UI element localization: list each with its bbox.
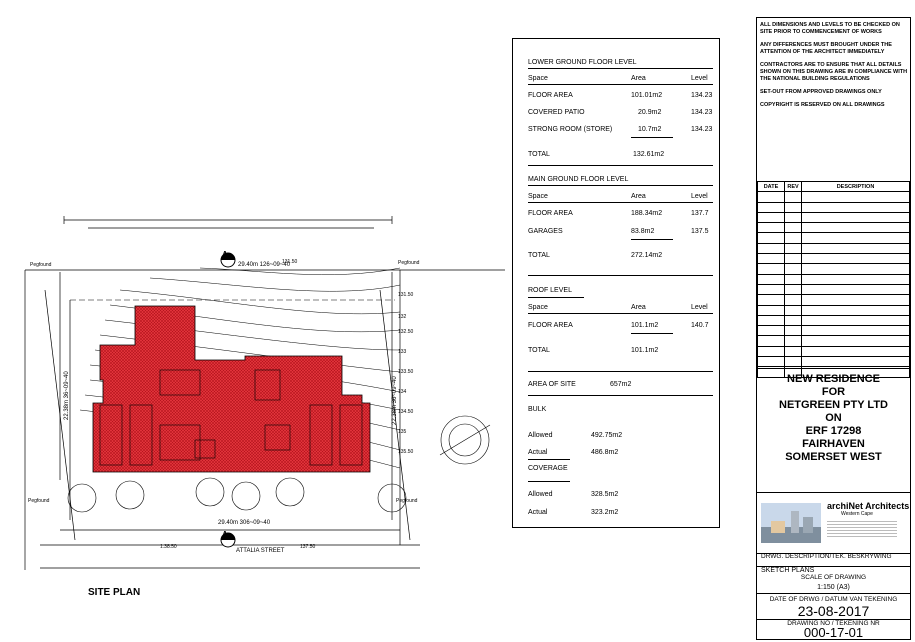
architect-logo [757, 493, 910, 554]
lower-row-2-space: COVERED PATIO [528, 109, 585, 116]
main-row-1-space: FLOOR AREA [528, 210, 573, 217]
architect-name: archiNet Architects [827, 501, 910, 511]
site-plan-title: SITE PLAN [88, 587, 141, 598]
note-3: CONTRACTORS ARE TO ENSURE THAT ALL DETAILS SHOWN ON THIS DRAWING ARE IN COMPLIANCE WITH THE NATIONAL BUILDING REGULATIONS [760, 62, 908, 82]
roof-col-area: Area [631, 304, 646, 311]
revision-cell [785, 346, 802, 356]
revision-cell [785, 233, 802, 243]
contour-label: 133 [398, 349, 407, 355]
revision-cell [802, 336, 910, 346]
roof-row-1-area: 101.1m2 [631, 322, 659, 329]
revision-cell [802, 223, 910, 233]
drawing-number: 000-17-01 [803, 625, 864, 640]
lower-row-3-level: 134.23 [691, 126, 713, 133]
revision-cell [802, 264, 910, 274]
revision-cell [802, 305, 910, 315]
revision-cell [785, 336, 802, 346]
lower-row-1-level: 134.23 [691, 92, 713, 99]
revision-cell [785, 243, 802, 253]
rev-col-date: DATE [758, 182, 785, 192]
lower-row-3-space: STRONG ROOM (STORE) [528, 126, 613, 133]
contour-label: 134 [398, 389, 407, 395]
main-row-2-area: 83.8m2 [631, 228, 655, 235]
area-schedule [512, 38, 720, 528]
revision-cell [758, 233, 785, 243]
project-line-7: SOMERSET WEST [785, 451, 882, 463]
coverage-allowed-value: 328.5m2 [591, 491, 619, 498]
revision-cell [802, 346, 910, 356]
lower-row-3-area: 10.7m2 [638, 126, 662, 133]
architect-photo [761, 503, 821, 543]
roof-col-level: Level [691, 304, 708, 311]
project-line-5: ERF 17298 [805, 425, 862, 437]
main-col-area: Area [631, 193, 646, 200]
contour-label: 132 [398, 314, 407, 320]
revision-cell [785, 212, 802, 222]
revision-cell [785, 295, 802, 305]
drawing-number-label: DRAWING NO / TEKENING NR [787, 620, 880, 627]
project-line-3: NETGREEN PTY LTD [779, 399, 888, 411]
lower-total-label: TOTAL [528, 151, 550, 158]
contour-label: 132.50 [398, 329, 414, 335]
site-area-label: AREA OF SITE [528, 381, 576, 388]
section-mark-top: A [222, 250, 228, 259]
drawing-description [757, 553, 910, 567]
revision-cell [802, 254, 910, 264]
project-title [757, 368, 910, 493]
main-row-1-area: 188.34m2 [631, 210, 663, 217]
main-row-2-space: GARAGES [528, 228, 563, 235]
note-1: ALL DIMENSIONS AND LEVELS TO BE CHECKED ON SITE PRIOR TO COMMENCEMENT OF WORKS [760, 22, 900, 35]
scale-value-cell [757, 584, 910, 594]
revision-cell [785, 264, 802, 274]
revision-cell [758, 274, 785, 284]
drawing-description-label: DRWG. DESCRIPTION/TEK. BESKRYWING [761, 553, 892, 560]
main-total-label: TOTAL [528, 252, 550, 259]
date-label: DATE OF DRWG / DATUM VAN TEKENING [769, 596, 898, 603]
section-mark-bottom: A [222, 530, 228, 539]
site-area-value: 657m2 [610, 381, 632, 388]
lower-col-level: Level [691, 75, 708, 82]
main-row-2-level: 137.5 [691, 228, 709, 235]
lower-row-2-level: 134.23 [691, 109, 713, 116]
note-4: SET-OUT FROM APPROVED DRAWINGS ONLY [760, 89, 882, 95]
revision-cell [785, 357, 802, 367]
peg-label-4: Pegfound [396, 498, 418, 504]
revision-cell [785, 326, 802, 336]
revision-cell [758, 326, 785, 336]
peg-label-3: Pegfound [28, 498, 50, 504]
roof-total-label: TOTAL [528, 347, 550, 354]
revision-cell [802, 284, 910, 294]
bulk-allowed-value: 492.75m2 [591, 432, 623, 439]
revision-cell [802, 243, 910, 253]
main-total-value: 272.14m2 [631, 252, 663, 259]
lower-total-value: 132.61m2 [633, 151, 665, 158]
rev-col-rev: REV [785, 182, 802, 192]
revision-cell [758, 223, 785, 233]
revision-cell [802, 233, 910, 243]
revision-cell [785, 192, 802, 202]
revision-cell [785, 305, 802, 315]
revision-cell [785, 284, 802, 294]
note-2: ANY DIFFERENCES MUST BROUGHT UNDER THE ATTENTION OF THE ARCHITECT IMMEDIATELY [760, 42, 892, 55]
contour-label: 1.38.50 [160, 544, 177, 550]
revision-cell [758, 305, 785, 315]
lower-row-2-area: 20.9m2 [638, 109, 662, 116]
bulk-allowed-label: Allowed [528, 432, 553, 439]
general-notes [760, 22, 908, 115]
main-row-1-level: 137.7 [691, 210, 709, 217]
note-5: COPYRIGHT IS RESERVED ON ALL DRAWINGS [760, 102, 885, 108]
revision-cell [758, 336, 785, 346]
peg-label-2: Pegfound [398, 260, 420, 266]
revision-cell [802, 202, 910, 212]
revision-cell [802, 274, 910, 284]
roof-col-space: Space [528, 304, 548, 311]
coverage-actual-label: Actual [528, 509, 548, 516]
revision-cell [785, 202, 802, 212]
rev-col-description: DESCRIPTION [802, 182, 910, 192]
revision-cell [758, 315, 785, 325]
revision-cell [802, 192, 910, 202]
bearing-top: 29.40m 126~09~40 [238, 262, 291, 268]
project-line-2: FOR [821, 386, 846, 398]
project-line-6: FAIRHAVEN [802, 438, 865, 450]
contour-label: 135 [398, 429, 407, 435]
coverage-heading: COVERAGE [528, 465, 568, 472]
title-block [756, 17, 911, 640]
contour-label: 133.50 [398, 369, 414, 375]
date-value: 23-08-2017 [797, 603, 870, 619]
lower-row-1-space: FLOOR AREA [528, 92, 573, 99]
revision-cell [758, 212, 785, 222]
revision-cell [785, 223, 802, 233]
drawing-number-cell [757, 620, 910, 640]
revision-cell [758, 264, 785, 274]
revision-cell [758, 243, 785, 253]
coverage-actual-value: 323.2m2 [591, 509, 619, 516]
revision-cell [758, 254, 785, 264]
revision-cell [802, 315, 910, 325]
lower-heading: LOWER GROUND FLOOR LEVEL [528, 59, 637, 66]
revision-cell [758, 284, 785, 294]
scale-label: SCALE OF DRAWING [800, 574, 867, 581]
contour-label: 131.50 [398, 292, 414, 298]
scale-label-cell [757, 574, 910, 582]
bulk-actual-value: 486.8m2 [591, 449, 619, 456]
revision-table [757, 181, 910, 378]
revision-cell [758, 192, 785, 202]
contour-label: 137.50 [300, 544, 316, 550]
contour-label: 131.50 [282, 259, 298, 265]
revision-cell [785, 254, 802, 264]
revision-cell [758, 295, 785, 305]
revision-cell [802, 326, 910, 336]
lower-col-space: Space [528, 75, 548, 82]
bulk-heading: BULK [528, 406, 547, 413]
bearing-bottom: 29.40m 306~09~40 [218, 520, 271, 526]
main-col-level: Level [691, 193, 708, 200]
date-cell [757, 594, 910, 620]
revision-cell [802, 357, 910, 367]
revision-cell [802, 295, 910, 305]
lower-col-area: Area [631, 75, 646, 82]
contour-label: 135.50 [398, 449, 414, 455]
drawing-description-value: SKETCH PLANS [761, 567, 815, 574]
contact-details [827, 519, 897, 539]
peg-label-1: Pegfound [30, 262, 52, 268]
left-dimension: 22.38m 36~09~40 [64, 371, 70, 420]
revision-cell [802, 212, 910, 222]
main-col-space: Space [528, 193, 548, 200]
street-name: ATTALIA STREET [236, 548, 285, 554]
project-line-4: ON [825, 412, 842, 424]
roof-row-1-level: 140.7 [691, 322, 709, 329]
roof-row-1-space: FLOOR AREA [528, 322, 573, 329]
lower-row-1-area: 101.01m2 [631, 92, 663, 99]
revision-cell [785, 315, 802, 325]
revision-cell [758, 357, 785, 367]
architect-region: Western Cape [841, 511, 873, 517]
roof-total-value: 101.1m2 [631, 347, 659, 354]
project-line-1: NEW RESIDENCE [787, 373, 880, 385]
roof-heading: ROOF LEVEL [528, 287, 572, 294]
revision-cell [785, 274, 802, 284]
revision-cell [758, 346, 785, 356]
contour-label: 134.50 [398, 409, 414, 415]
right-dimension: 22.38m 36~09~40 [392, 376, 398, 425]
revision-cell [758, 202, 785, 212]
bulk-actual-label: Actual [528, 449, 548, 456]
scale-value: 1:150 (A3) [817, 584, 850, 591]
coverage-allowed-label: Allowed [528, 491, 553, 498]
main-heading: MAIN GROUND FLOOR LEVEL [528, 176, 629, 183]
